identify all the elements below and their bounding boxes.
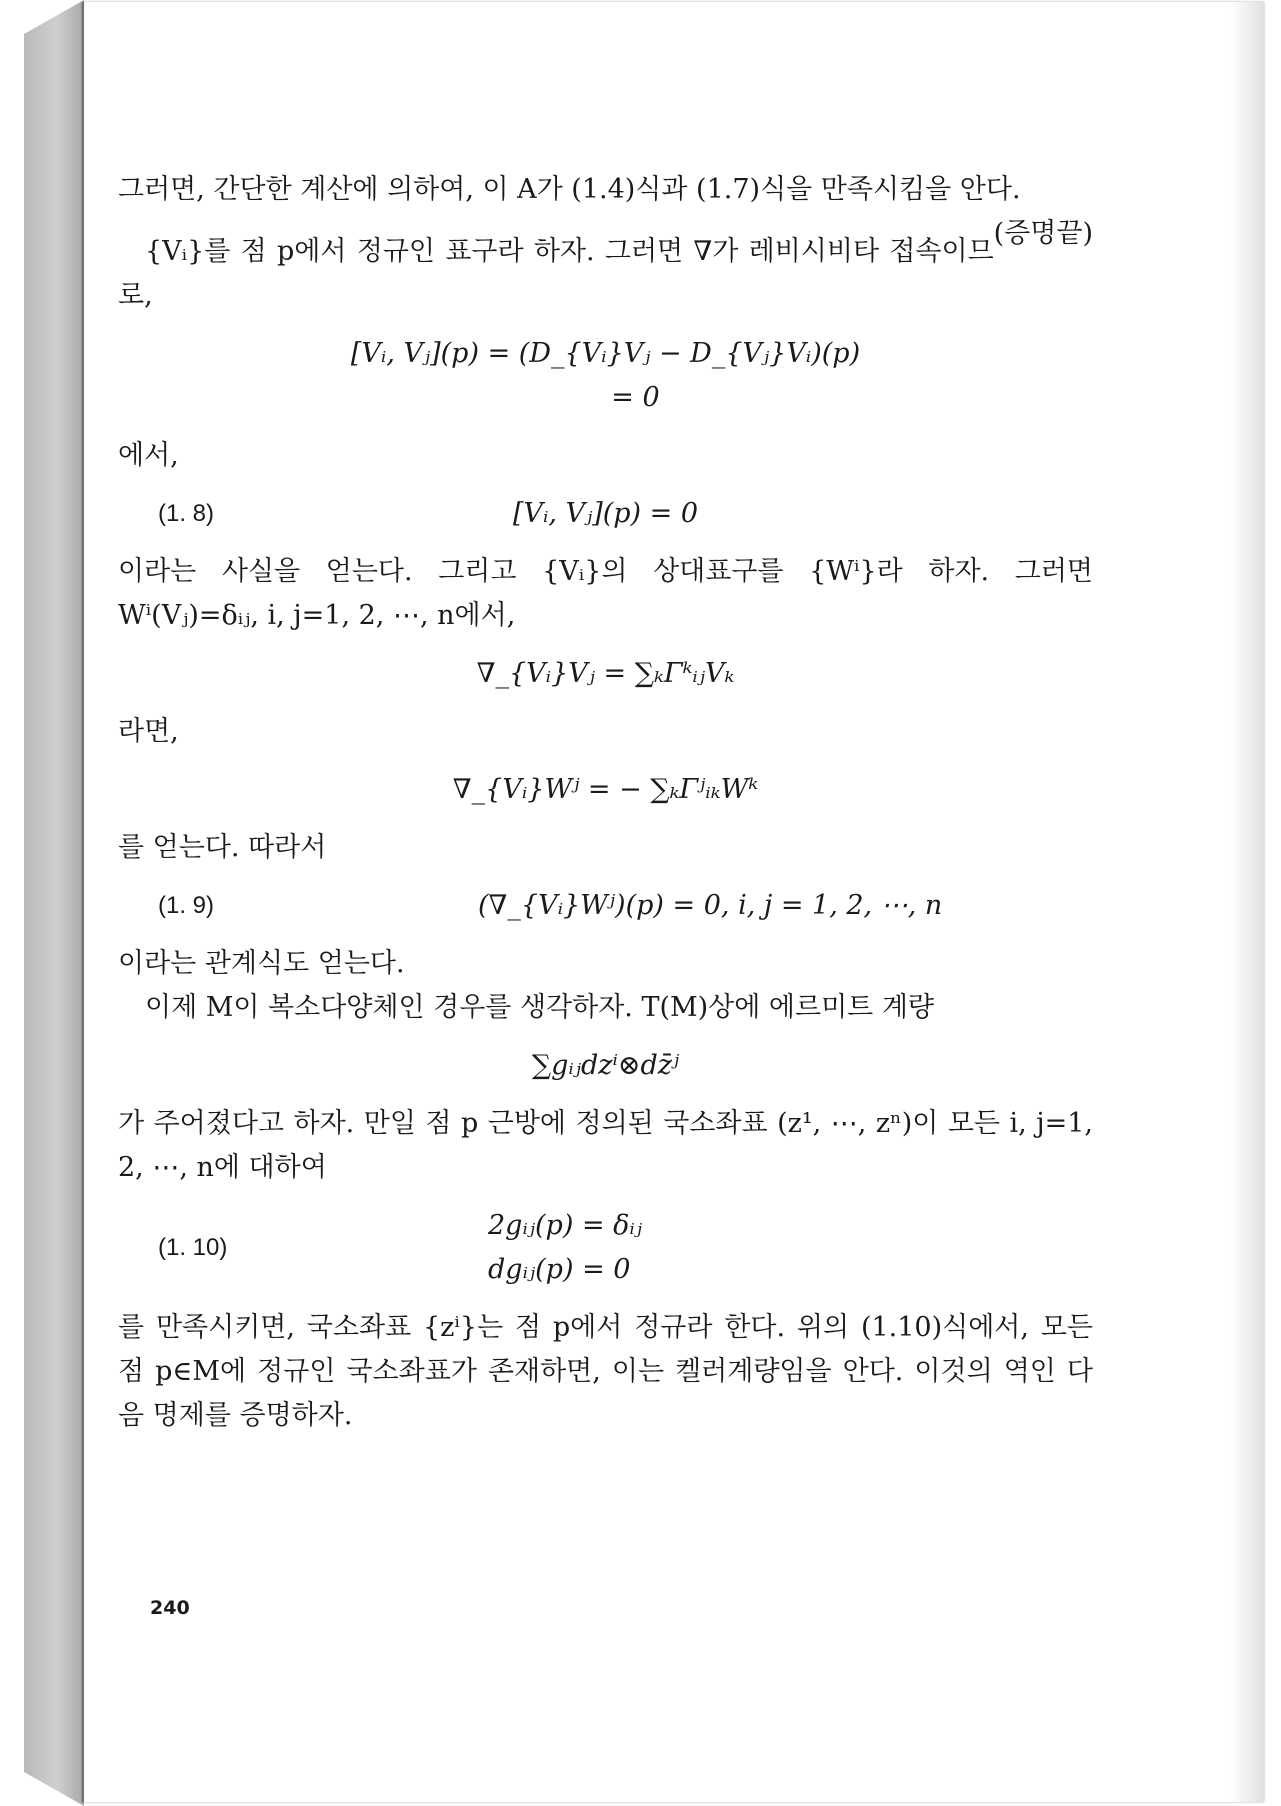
paragraph-4: 이라는 사실을 얻는다. 그리고 {Vᵢ}의 상대표구를 {Wⁱ}라 하자. 그러면 Wⁱ(Vⱼ)=δᵢⱼ, i, j=1, 2, ⋯, n에서,	[118, 556, 1093, 631]
paragraph-1-text: 그러면, 간단한 계산에 의하여, 이 A가 (1.4)식과 (1.7)식을 만족시킴을 안다.	[118, 174, 1021, 205]
equation-1-8	[118, 492, 1093, 536]
paragraph-5: 라면,	[118, 716, 179, 747]
paragraph-2: {Vᵢ}를 점 p에서 정규인 표구라 하자. 그러면 ∇가 레비시비타 접속이므로,	[118, 236, 994, 311]
equation-body	[288, 1204, 1093, 1292]
equation-body: [Vᵢ, Vⱼ](p) = 0	[512, 498, 699, 529]
equation-connection-w	[118, 768, 1093, 812]
paragraph-6: 를 얻는다. 따라서	[118, 832, 327, 863]
equation-number: (1. 10)	[158, 1234, 228, 1261]
page-content	[118, 168, 1093, 1438]
equation-bracket-line-2: = 0	[611, 382, 660, 413]
page-edge-shadow	[1230, 2, 1264, 1802]
equation-line-1: 2gᵢⱼ(p) = δᵢⱼ	[488, 1210, 642, 1241]
equation-line: ∇_{Vᵢ}Vⱼ = ∑ₖΓᵏᵢⱼVₖ	[476, 658, 735, 689]
paragraph-10: 를 만족시키면, 국소좌표 {zⁱ}는 점 p에서 정규라 한다. 위의 (1.10)식에서, 모든 점 p∈M에 정규인 국소좌표가 존재하면, 이는 켈러계량임을 안다. 이것의 역인 다음 명제를 증명하자.	[118, 1312, 1093, 1431]
paragraph-3: 에서,	[118, 440, 179, 471]
proof-end-mark: (증명끝)	[993, 218, 1093, 249]
equation-bracket	[118, 332, 1093, 420]
page-number: 240	[150, 1597, 190, 1619]
equation-body: (∇_{Vᵢ}Wʲ)(p) = 0, i, j = 1, 2, ⋯, n	[478, 890, 943, 921]
paragraph-1	[118, 168, 1093, 249]
equation-number: (1. 9)	[158, 892, 215, 919]
paragraph-9: 가 주어졌다고 하자. 만일 점 p 근방에 정의된 국소좌표 (z¹, ⋯, zⁿ)이 모든 i, j=1, 2, ⋯, n에 대하여	[118, 1108, 1093, 1183]
equation-hermitian-metric	[118, 1044, 1093, 1088]
equation-bracket-line-1: [Vᵢ, Vⱼ](p) = (D_{Vᵢ}Vⱼ − D_{Vⱼ}Vᵢ)(p)	[350, 338, 861, 369]
equation-line-2: dgᵢⱼ(p) = 0	[488, 1254, 631, 1285]
equation-connection-v	[118, 652, 1093, 696]
paragraph-7: 이라는 관계식도 얻는다.	[118, 948, 405, 979]
equation-line: ∇_{Vᵢ}Wʲ = − ∑ₖΓʲᵢₖWᵏ	[452, 774, 759, 805]
equation-1-9	[118, 884, 1093, 928]
equation-1-10	[118, 1204, 1093, 1292]
equation-number: (1. 8)	[158, 500, 215, 527]
paragraph-8: 이제 M이 복소다양체인 경우를 생각하자. T(M)상에 에르미트 계량	[145, 992, 934, 1023]
book-spine-edge	[24, 0, 84, 1806]
equation-line: ∑gᵢⱼdzⁱ⊗dz̄ʲ	[531, 1050, 680, 1081]
